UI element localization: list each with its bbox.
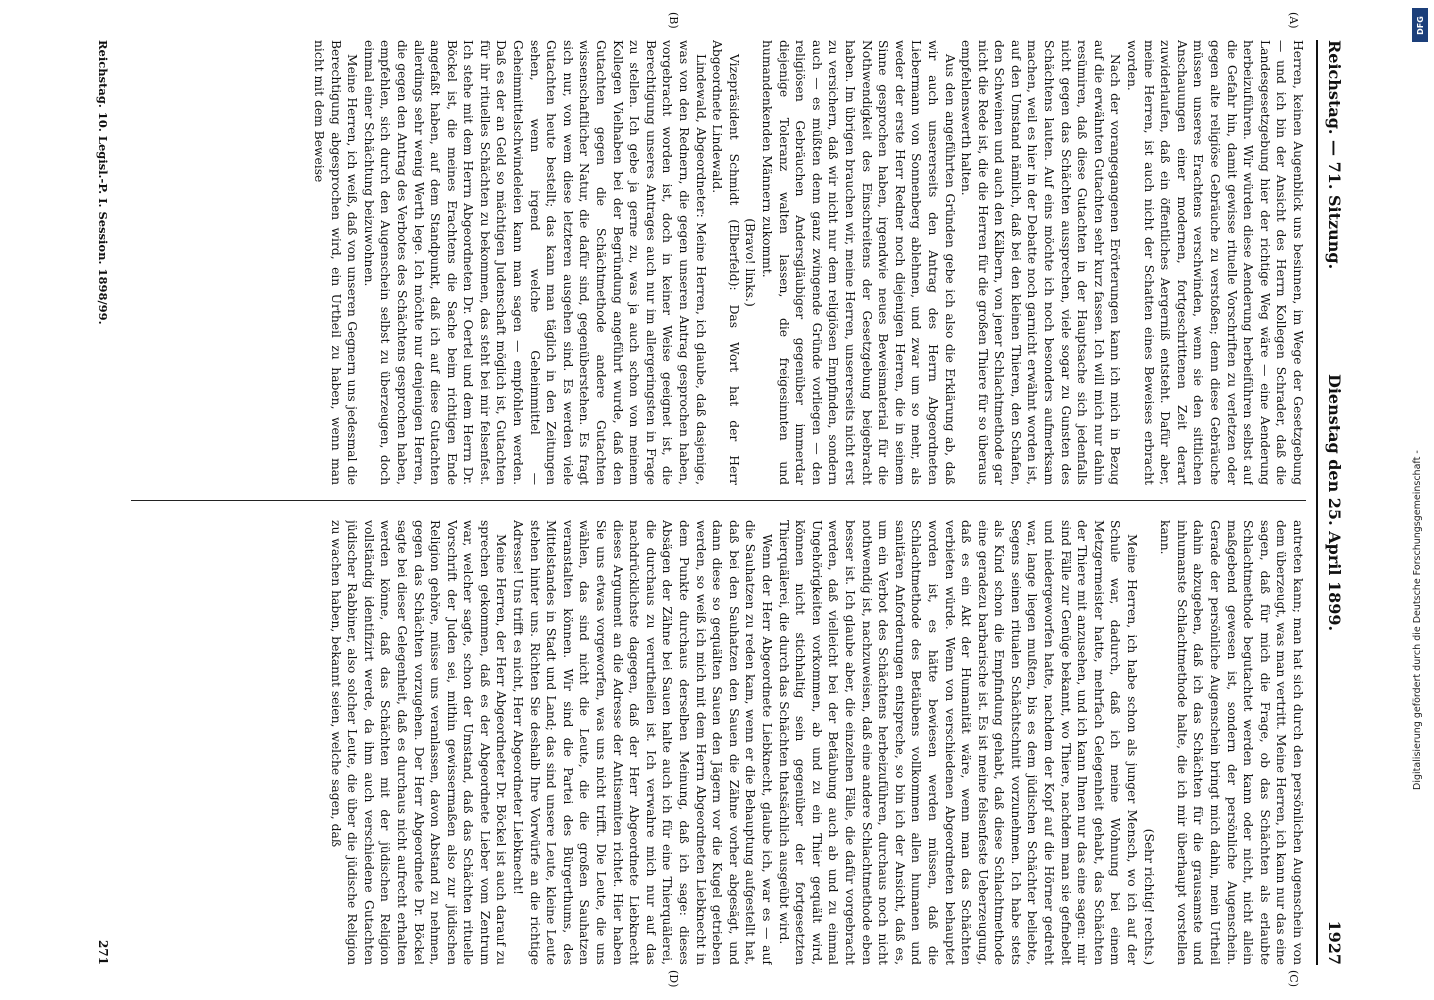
- header-page-number: 1927: [1325, 920, 1344, 965]
- column-divider: [131, 500, 1306, 501]
- paragraph: Lindewald, Abgeordneter: Meine Herren, ich glaube, daß dasjenige, was von den Rednern, die gegen unseren Antrag gesprochen haben, vorgebracht worden ist, doch in keiner Weise geeignet ist, die Berechtigung unseres Antrages auch nur im allergeringsten in Frage zu stellen. Ich gebe ja gerne zu, was ja auch schon von meinem Kollegen Vielhaben bei der Begründung angeführt wurde, daß den Gutachten gegen die Schächtmethode andere Gutachten wissenschaftlicher Natur, die dafür sind, gegenüberstehen. Es fragt sich nur, von wem diese letzteren ausgehen sind. Es werden viele Gutachten heute bestellt; das kann man täglich in den Zeitungen sehen, wenn irgend welche Geheimmittel — Geheimmittelschwindeleien kann man sagen — empfohlen werden. Daß es der an Geld so mächtigen Judenschaft möglich ist, Gutachten für ihr rituelles Schächten zu bekommen, das steht bei mir felsenfest. Ich stehe mit dem Herrn Abgeordneten Dr. Oertel und dem Herrn Dr. Böckel ist, die meines Erachtens die Sache beim richtigen Ende angefaßt haben, auf dem Standpunkt, daß ich auf diese Gutachten allerdings sehr wenig Werth lege. Ich möchte nur denjenigen Herren, die gegen den Antrag des Verbotes des Schächtens gesprochen haben, empfehlen, sich durch den Augenschein selbst zu überzeugen, doch einmal einer Schächtung beizuwohnen.: [361, 40, 708, 485]
- paragraph: Aus den angeführten Gründen gebe ich also die Erklärung ab, daß wir auch unsererseits den Antrag des Herrn Abgeordneten Liebermann von Sonnenberg ablehnen, und zwar um so mehr, als weder der erste Herr Redner noch diejenigen Herren, die in seinem Sinne gesprochen haben, irgendwie neues Beweismaterial für die Nothwendigkeit des Einschreitens der Gesetzgebung beigebracht haben. Im übrigen brauchen wir, meine Herren, unsererseits nicht erst zu versichern, daß wir nicht nur dem religiösen Empfinden, sondern auch — es müßten denn ganz zwingende Gründe vorliegen — den religiösen Gebräuchen Andersgläubiger gegenüber immerdar diejenige Toleranz walten lassen, die freigesinnten und humandenkenden Männern zukommt.: [760, 40, 957, 485]
- dfg-logo-text: DFG: [1415, 15, 1425, 35]
- margin-mark-c: (C): [1287, 970, 1300, 987]
- credit-text: Digitalisierung gefördert durch die Deutsche Forschungsgemeinschaft -: [1412, 450, 1423, 790]
- paragraph: Vizepräsident Schmidt (Elberfeld): Das Wort hat der Herr Abgeordnete Lindewald.: [710, 40, 741, 485]
- margin-mark-a: (A): [1287, 12, 1300, 29]
- credit-text-wrapper: [1406, 450, 1434, 790]
- page-header: [1322, 40, 1344, 965]
- paragraph: Herren, keinen Augenblick uns besinnen, im Wege der Gesetzgebung — und ich bin der Ansicht des Herrn Kollegen Schrader, daß die Landesgesetzgebung hier der richtige Weg wäre — eine Aenderung herbeizuführen. Wir würden diese Aenderung herbeiführen selbst auf die Gefahr hin, damit gewisse rituelle Vorschriften zu verletzen oder gegen alte religiöse Gebräuche zu verstoßen; denn diese Gebräuche müssen unseres Erachtens verschwinden, wenn sie den sittlichen Anschauungen einer modernen, fortgeschrittenen Zeit derart zuwiderlaufen, daß ein öffentliches Aergerniß entsteht. Dafür aber, meine Herren, ist auch nicht der Schatten eines Beweises erbracht worden.: [1125, 40, 1305, 485]
- footer-session: Reichstag. 10. Legisl.-P. I. Session. 1898/99.: [96, 40, 110, 325]
- paragraph: Meine Herren, ich weiß, daß von unseren Gegnern uns jedesmal die Berechtigung abgesprochen wird, ein Urtheil zu haben, wenn man nicht mit dem Beweise: [311, 40, 360, 485]
- paragraph: Meine Herren, der Herr Abgeordneter Dr. Böckel ist auch darauf zu sprechen gekommen, daß es der Abgeordnete Lieber vom Zentrum war, welcher sagte, schon der Umstand, daß das Schächten rituelle Vorschrift der Juden sei, mithin gewissermaßen also zur jüdischen Religion gehöre, müsse uns veranlassen, davon Abstand zu nehmen, gegen das Schächten vorzugehen. Der Herr Abgeordnete Dr. Böckel sagte bei dieser Gelegenheit, daß es durchaus nicht aufrecht erhalten werden könne, daß das Schächten mit der jüdischen Religion vollständig identifizirt werde, da ihm auch verschiedene Gutachten jüdischer Rabbiner, also solcher Leute, die über die jüdische Religion zu wachen haben, bekannt seien, welche sagen, daß: [328, 520, 509, 965]
- right-column: [126, 520, 1306, 965]
- header-rule: [1316, 40, 1318, 965]
- header-left: Reichstag. — 71. Sitzung.: [1325, 40, 1344, 270]
- interjection: (Sehr richtig! rechts.): [1141, 828, 1156, 965]
- left-column: [126, 40, 1306, 485]
- header-date: Dienstag den 25. April 1899.: [1325, 373, 1344, 632]
- dfg-logo: [1412, 8, 1428, 42]
- margin-mark-d: (D): [667, 970, 680, 988]
- paragraph: Meine Herren, ich habe schon als junger Mensch, wo ich auf der Schule war, dadurch, daß ich meine Wohnung bei einem Metzgermeister hatte, mehrfach Gelegenheit gehabt, das Schächten der Thiere mit anzusehen, und ich kann Ihnen nur das eine sagen: mir sind Fälle zur Genüge bekannt, wo Thiere, nachdem man sie gefnebelt und niedergeworfen hatte, nachdem der Kopf auf die Hörner gedreht war, lange liegen mußten, bis es dem jüdischen Schächter beliebte, Segens seinen ritualen Schächtschnitt vorzunehmen. Ich habe stets als Kind schon die Empfindung gehabt, daß diese Schlachtmethode eine geradezu barbarische ist. Es ist meine felsenfeste Ueberzeugung, daß es ein Akt der Humanität wäre, wenn man das Schächten verbieten würde. Wenn von verschiedenen Abgeordneten behauptet worden ist, es hätte bewiesen werden müssen, daß die Schlachtmethode des Betäubens vollkommen allen humanen und sanitären Anforderungen entspreche, so bin ich der Ansicht, daß es, um ein Verbot des Schächtens herbeizuführen, durchaus noch nicht nothwendig ist, nachzuweisen, daß eine andere Schlachtmethode eben besser ist. Ich glaube aber, die einzelnen Fälle, die dafür vorgebracht werden, daß vielleicht bei der Betäubung auch ab und zu einmal Ungehörigkeiten vorkommen, ab und zu ein Thier gequält wird, können nicht stichhaltig sein gegenüber der fortgesetzten Thierquälerei, die durch das Schächten thatsächlich ausgeübt wird.: [776, 520, 1140, 965]
- footer-page-number: 271: [96, 939, 110, 965]
- paragraph: Wenn der Herr Abgeordnete Liebknecht, glaube ich, war es — auf die Sauhatzen zu reden kam, wenn er die Behauptung aufgestellt hat, daß bei den Sauhatzen den Sauen die Zähne vorher abgesägt, und dann diese so gequälten Sauen den Jägern vor die Kugel getrieben werden, so weiß ich mich mit dem Herrn Abgeordneten Liebknecht in dem Punkte durchaus derselben Meinung, daß ich sage: dieses Absägen der Zähne bei Sauen halte auch ich für eine Thierquälerei, die durchaus zu verurtheilen ist. Ich verwahre mich nur auf das nachdrücklichste dagegen, daß der Herr Abgeordnete Liebknecht dieses Argument an die Adresse der Antisemiten richtet. Hier haben Sie uns etwas vorgeworfen, was uns nicht trifft. Die Leute, die uns wählen, das sind nicht die Leute, die die großen Sauhatzen veranstalten können. Wir sind die Partei des Bürgerthums, des Mittelstandes in Stadt und Land; das sind unsere Leute, kleine Leute stehen hinter uns. Richten Sie deshalb Ihre Vorwürfe an die richtige Adresse! Uns trifft es nicht, Herr Abgeordneter Liebknecht!: [511, 520, 774, 965]
- paragraph: antreten kann; man hat sich durch den persönlichen Augenschein von dem überzeugt, was man vertritt. Meine Herren, ich kann nur das eine sagen, daß für mich die Frage, ob das Schächten als erlaubte Schlachtmethode begutachtet werden kann oder nicht, nicht allein maßgebend gewesen ist, sondern der persönliche Augenschein. Gerade der persönliche Augenschein bringt mich dahin, mein Urtheil dahin abzugeben, daß ich das Schächten für die grausamste und inhumanste Schlachtmethode halte, die ich mir überhaupt vorstellen kann.: [1158, 520, 1305, 965]
- interjection: (Bravo! links.): [743, 218, 758, 307]
- margin-mark-b: (B): [667, 12, 680, 29]
- digitization-credit: [1404, 0, 1434, 1000]
- paragraph: Nach der vorangegangenen Erörterungen kann ich mich in Bezug auf die erwähnten Gutachten sehr kurz fassen. Ich will mich nur dahin resümiren, daß diese Gutachten in der Hauptsache sich jedenfalls nicht gegen das Schächten aussprechen, viele sogar zu Gunsten des Schächtens lauten. Auf eins möchte ich noch besonders aufmerksam machen, weil es hier in der Debatte noch garnicht erwähnt worden ist, auf den Umstand nämlich, daß bei den kleinen Thieren, den Schafen, den Schweinen und auch den Kälbern, von jener Schlachtmethode gar nicht die Rede ist, die die Herren für die großen Thiere für so überaus empfehlenswerth halten.: [959, 40, 1123, 485]
